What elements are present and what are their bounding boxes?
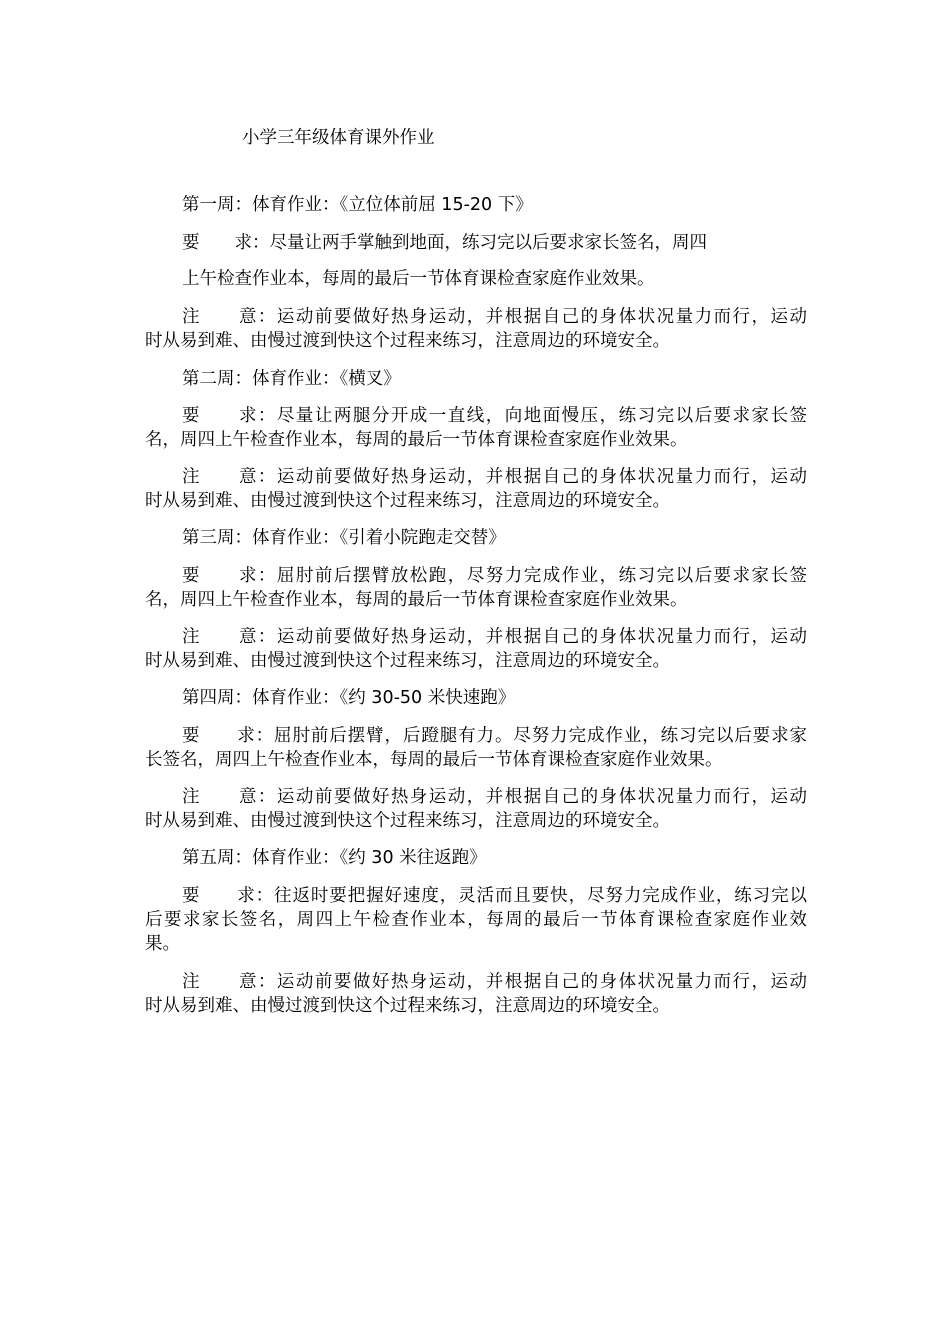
- week-4-requirement-line-2: 长签名，周四上午检查作业本，每周的最后一节体育课检查家庭作业效果。: [145, 750, 723, 770]
- week-2-requirement-line-1: 要 求：尽量让两腿分开成一直线，向地面慢压，练习完以后要求家长签: [182, 406, 807, 426]
- week-3-requirement-line-1: 要 求：屈肘前后摆臂放松跑，尽努力完成作业，练习完以后要求家长签: [182, 566, 807, 586]
- week-5-requirement-line-3: 果。: [145, 934, 180, 954]
- week-5-requirement-line-2: 后要求家长签名，周四上午检查作业本，每周的最后一节体育课检查家庭作业效: [145, 910, 807, 930]
- week-1-note-line-2: 时从易到难、由慢过渡到快这个过程来练习，注意周边的环境安全。: [145, 331, 670, 351]
- week-3-heading: 第三周：体育作业：《引着小院跑走交替》: [182, 528, 506, 548]
- week-2-requirement-line-2: 名，周四上午检查作业本，每周的最后一节体育课检查家庭作业效果。: [145, 430, 688, 450]
- week-2-heading: 第二周：体育作业：《横叉》: [182, 369, 401, 389]
- week-1-requirement-line-2: 上午检查作业本，每周的最后一节体育课检查家庭作业效果。: [182, 269, 655, 289]
- week-2-note-line-2: 时从易到难、由慢过渡到快这个过程来练习，注意周边的环境安全。: [145, 491, 670, 511]
- week-1-heading: 第一周：体育作业：《立位体前屈 15-20 下》: [182, 195, 533, 215]
- week-1-requirement-line-1: 要 求：尽量让两手掌触到地面，练习完以后要求家长签名，周四: [182, 233, 707, 253]
- week-4-requirement-line-1: 要 求：屈肘前后摆臂，后蹬腿有力。尽努力完成作业，练习完以后要求家: [182, 726, 807, 746]
- week-5-note-line-1: 注 意：运动前要做好热身运动，并根据自己的身体状况量力而行，运动: [182, 972, 807, 992]
- week-3-note-line-2: 时从易到难、由慢过渡到快这个过程来练习，注意周边的环境安全。: [145, 651, 670, 671]
- week-4-note-line-2: 时从易到难、由慢过渡到快这个过程来练习，注意周边的环境安全。: [145, 811, 670, 831]
- week-5-note-line-2: 时从易到难、由慢过渡到快这个过程来练习，注意周边的环境安全。: [145, 996, 670, 1016]
- week-4-note-line-1: 注 意：运动前要做好热身运动，并根据自己的身体状况量力而行，运动: [182, 787, 807, 807]
- week-2-note-line-1: 注 意：运动前要做好热身运动，并根据自己的身体状况量力而行，运动: [182, 467, 807, 487]
- document-title: 小学三年级体育课外作业: [242, 128, 435, 148]
- week-5-requirement-line-1: 要 求：往返时要把握好速度，灵活而且要快，尽努力完成作业，练习完以: [182, 886, 807, 906]
- week-1-note-line-1: 注 意：运动前要做好热身运动，并根据自己的身体状况量力而行，运动: [182, 307, 807, 327]
- week-3-requirement-line-2: 名，周四上午检查作业本，每周的最后一节体育课检查家庭作业效果。: [145, 590, 688, 610]
- week-4-heading: 第四周：体育作业：《约 30-50 米快速跑》: [182, 688, 516, 708]
- week-5-heading: 第五周：体育作业：《约 30 米往返跑》: [182, 848, 487, 868]
- week-3-note-line-1: 注 意：运动前要做好热身运动，并根据自己的身体状况量力而行，运动: [182, 627, 807, 647]
